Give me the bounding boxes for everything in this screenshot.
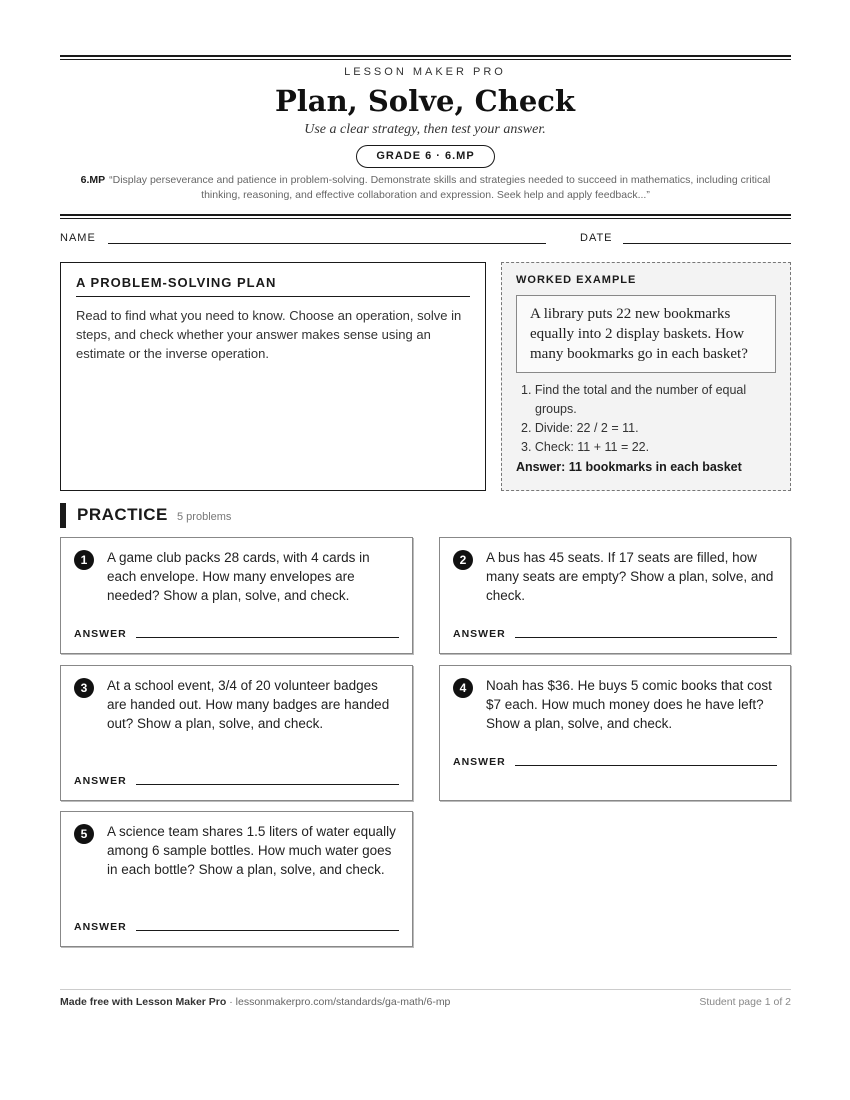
answer-line-2[interactable]	[515, 637, 777, 638]
problem-text: Noah has $36. He buys 5 comic books that cost $7 each. How much money does he have left? Show a plan, solve, and check.	[486, 678, 772, 731]
answer-label: ANSWER	[453, 628, 506, 640]
answer-label: ANSWER	[74, 628, 127, 640]
footer-made-with: Made free with Lesson Maker Pro	[60, 996, 227, 1008]
problem-number-badge: 5	[74, 824, 94, 844]
name-field[interactable]	[108, 243, 546, 244]
problem-number-badge: 3	[74, 678, 94, 698]
problem-number-badge: 2	[453, 550, 473, 570]
page-title: Plan, Solve, Check	[274, 84, 576, 118]
worked-example-problem: A library puts 22 new bookmarks equally into 2 display baskets. How many bookmarks go in each basket?	[516, 295, 776, 373]
date-field[interactable]	[623, 243, 791, 244]
answer-row	[453, 626, 777, 640]
practice-accent-bar	[60, 503, 66, 528]
problem-card-3	[60, 665, 413, 801]
standard-description	[60, 173, 791, 203]
problem-number-badge: 4	[453, 678, 473, 698]
worked-example-box	[501, 262, 791, 491]
standard-code: 6.MP	[80, 174, 106, 186]
problem-number-badge: 1	[74, 550, 94, 570]
answer-row	[74, 773, 399, 787]
footer-page-number: Student page 1 of 2	[699, 996, 791, 1008]
header-rule	[60, 214, 791, 219]
answer-line-5[interactable]	[136, 930, 399, 931]
practice-count: 5 problems	[177, 511, 232, 523]
problem-card-1	[60, 537, 413, 654]
problem-card-5	[60, 811, 413, 947]
answer-label: ANSWER	[74, 921, 127, 933]
answer-line-4[interactable]	[515, 765, 777, 766]
problem-text: A game club packs 28 cards, with 4 cards in each envelope. How many envelopes are needed? Show a plan, solve, and check.	[107, 550, 370, 603]
plan-box	[60, 262, 486, 491]
footer-rule	[60, 989, 791, 990]
problem-card-2	[439, 537, 791, 654]
problem-text: A bus has 45 seats. If 17 seats are filled, how many seats are empty? Show a plan, solve, and check.	[486, 550, 774, 603]
worked-example-step: 2. Divide: 22 / 2 = 11.	[521, 421, 639, 435]
problem-card-4	[439, 665, 791, 801]
answer-row	[74, 919, 399, 933]
footer-credit	[60, 996, 450, 1008]
standard-text: “Display perseverance and patience in problem-solving. Demonstrate skills and strategies needed to succeed in mathematics, including critical thinking, reasoning, and effective collaboration and expression. Seek help and apply feedback...”	[109, 174, 771, 201]
answer-row	[74, 626, 399, 640]
worked-example-label: WORKED EXAMPLE	[516, 274, 637, 286]
answer-label: ANSWER	[74, 775, 127, 787]
answer-line-3[interactable]	[136, 784, 399, 785]
grade-badge: GRADE 6 · 6.MP	[356, 145, 495, 168]
name-label: NAME	[60, 232, 96, 244]
brand-name: LESSON MAKER PRO	[344, 66, 506, 78]
page-subtitle: Use a clear strategy, then test your answer.	[304, 122, 546, 137]
answer-row	[453, 754, 777, 768]
plan-title: A PROBLEM-SOLVING PLAN	[76, 275, 470, 297]
worked-example-answer: Answer: 11 bookmarks in each basket	[516, 460, 742, 474]
worked-example-steps	[516, 381, 776, 457]
answer-label: ANSWER	[453, 756, 506, 768]
plan-text: Read to find what you need to know. Choose an operation, solve in steps, and check whether your answer makes sense using an estimate or the inverse operation.	[76, 308, 462, 361]
practice-heading: PRACTICE	[77, 505, 168, 524]
date-label: DATE	[580, 232, 613, 244]
answer-line-1[interactable]	[136, 637, 399, 638]
worked-example-step: 1. Find the total and the number of equal groups.	[521, 383, 747, 416]
problem-text: At a school event, 3/4 of 20 volunteer badges are handed out. How many badges are handed out? Show a plan, solve, and check.	[107, 678, 390, 731]
footer-url[interactable]: · lessonmakerpro.com/standards/ga-math/6-mp	[226, 996, 451, 1008]
worked-example-step: 3. Check: 11 + 11 = 22.	[521, 440, 650, 454]
top-rule	[60, 55, 791, 60]
problem-text: A science team shares 1.5 liters of water equally among 6 sample bottles. How much water goes in each bottle? Show a plan, solve, and check.	[107, 824, 396, 877]
